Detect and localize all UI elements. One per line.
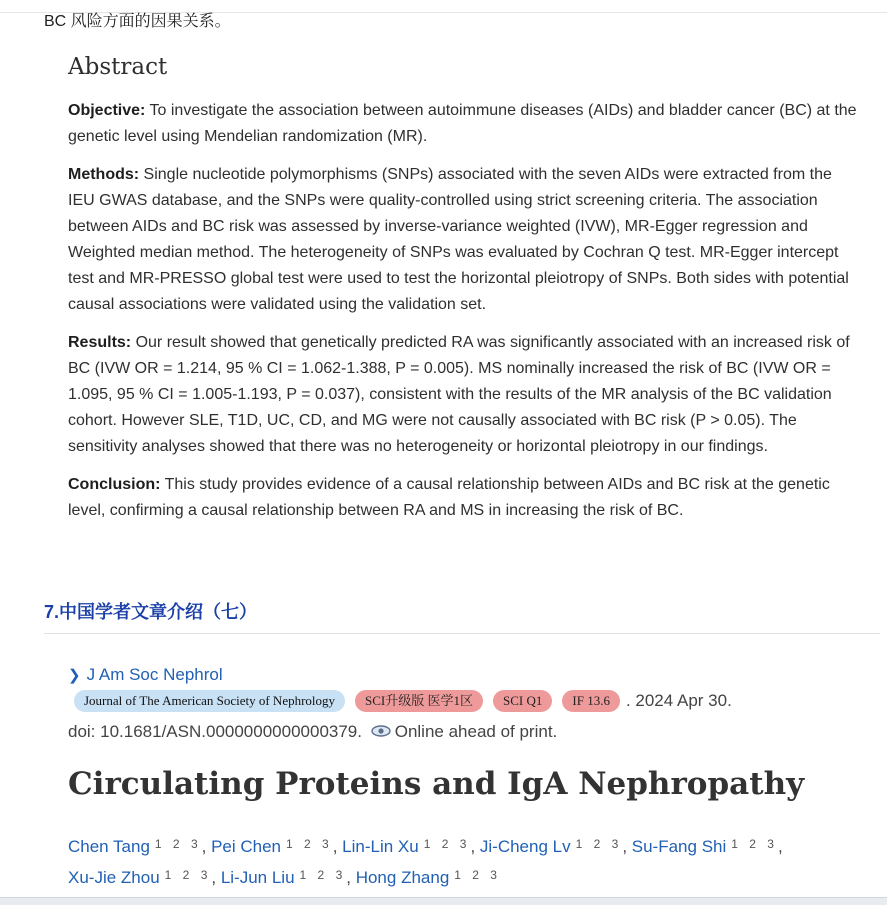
affiliation-refs[interactable]: 1 2 3 (299, 868, 347, 882)
author-separator: , (622, 837, 632, 856)
affiliation-refs[interactable]: 1 2 3 (286, 837, 333, 851)
sci-q1-badge: SCI Q1 (493, 690, 552, 712)
publication-status: Online ahead of print. (394, 722, 558, 741)
author-separator: , (777, 837, 783, 856)
author-link[interactable]: Ji-Cheng Lv (479, 837, 571, 856)
author-item (480, 837, 632, 856)
sci-rank-badge: SCI升级版 医学1区 (355, 690, 483, 712)
doi-line (68, 722, 557, 742)
author-item (342, 837, 480, 856)
author-separator: , (201, 837, 212, 856)
author-item (68, 868, 221, 887)
affiliation-refs[interactable]: 1 2 3 (454, 868, 501, 882)
abstract-section (68, 54, 858, 536)
results-label: Results: (68, 334, 132, 351)
section-divider (44, 633, 880, 634)
author-item (356, 868, 501, 887)
author-separator: , (470, 837, 480, 856)
doi-text[interactable]: doi: 10.1681/ASN.0000000000000379. (68, 722, 362, 741)
author-link[interactable]: Chen Tang (68, 837, 150, 856)
author-separator: , (332, 837, 343, 856)
journal-badges (74, 690, 732, 712)
eye-icon (371, 723, 391, 737)
author-link[interactable]: Hong Zhang (355, 868, 450, 887)
article-title: Circulating Proteins and IgA Nephropathy (68, 766, 805, 802)
conclusion-text: This study provides evidence of a causal relationship between AIDs and BC risk at the genetic level, confirming a causal relationship between RA and MS in increasing the risk of BC. (68, 476, 830, 519)
impact-factor-badge: IF 13.6 (562, 690, 620, 712)
author-item (68, 837, 211, 856)
journal-link[interactable] (68, 665, 223, 685)
journal-abbrev: J Am Soc Nephrol (86, 665, 223, 684)
publication-date: . 2024 Apr 30. (625, 691, 732, 710)
author-item (211, 837, 342, 856)
affiliation-refs[interactable]: 1 2 3 (154, 837, 202, 851)
results-text: Our result showed that genetically predicted RA was significantly associated with an increased risk of BC (IVW OR = 1.214, 95 % CI = 1.062-1.388, P = 0.005). MS nominally increased the risk of BC (IVW OR = 1.095, 95 % CI = 1.005-1.193, P = 0.037), consistent with the results of the MR analysis of the BC validation cohort. However SLE, T1D, UC, CD, and MG were not causally associated with BC risk (P > 0.05). The sensitivity analyses showed that there was no heterogeneity or horizontal pleiotropy in our findings. (68, 334, 850, 455)
abstract-heading: Abstract (68, 54, 168, 80)
chevron-right-icon: ❯ (68, 667, 81, 684)
affiliation-refs[interactable]: 1 2 3 (423, 837, 471, 851)
author-separator: , (346, 868, 356, 887)
author-link[interactable]: Pei Chen (211, 837, 282, 856)
author-link[interactable]: Lin-Lin Xu (342, 837, 419, 856)
abstract-conclusion (68, 472, 858, 524)
author-item (632, 837, 783, 856)
abstract-results (68, 330, 858, 460)
affiliation-refs[interactable]: 1 2 3 (575, 837, 623, 851)
abstract-methods (68, 162, 858, 318)
author-link[interactable]: Li-Jun Liu (220, 868, 295, 887)
author-link[interactable]: Xu-Jie Zhou (68, 868, 160, 887)
author-separator: , (211, 868, 221, 887)
abstract-objective (68, 98, 858, 150)
section-heading: 7.中国学者文章介绍（七） (44, 602, 258, 622)
objective-label: Objective: (68, 102, 146, 119)
affiliation-refs[interactable]: 1 2 3 (731, 837, 778, 851)
methods-text: Single nucleotide polymorphisms (SNPs) associated with the seven AIDs were extracted from the IEU GWAS database, and the SNPs were quality-controlled using strict screening criteria. The association between AIDs and BC risk was assessed by inverse-variance weighted (IVW), MR-Egger regression and Weighted median method. The heterogeneity of SNPs was evaluated by Cochran Q test. MR-Egger intercept test and MR-PRESSO global test were used to test the horizontal pleiotropy of SNPs. Both sides with potential causal associations were validated using the validation set. (68, 166, 849, 313)
objective-text: To investigate the association between autoimmune diseases (AIDs) and bladder cancer (BC) at the genetic level using Mendelian randomization (MR). (68, 102, 857, 145)
author-link[interactable]: Su-Fang Shi (631, 837, 727, 856)
journal-fullname-badge: Journal of The American Society of Nephrology (74, 690, 345, 712)
conclusion-label: Conclusion: (68, 476, 161, 493)
methods-label: Methods: (68, 166, 140, 183)
intro-text: BC 风险方面的因果关系。 (44, 13, 231, 30)
author-item (221, 868, 356, 887)
affiliation-refs[interactable]: 1 2 3 (164, 868, 212, 882)
author-list (68, 830, 848, 892)
